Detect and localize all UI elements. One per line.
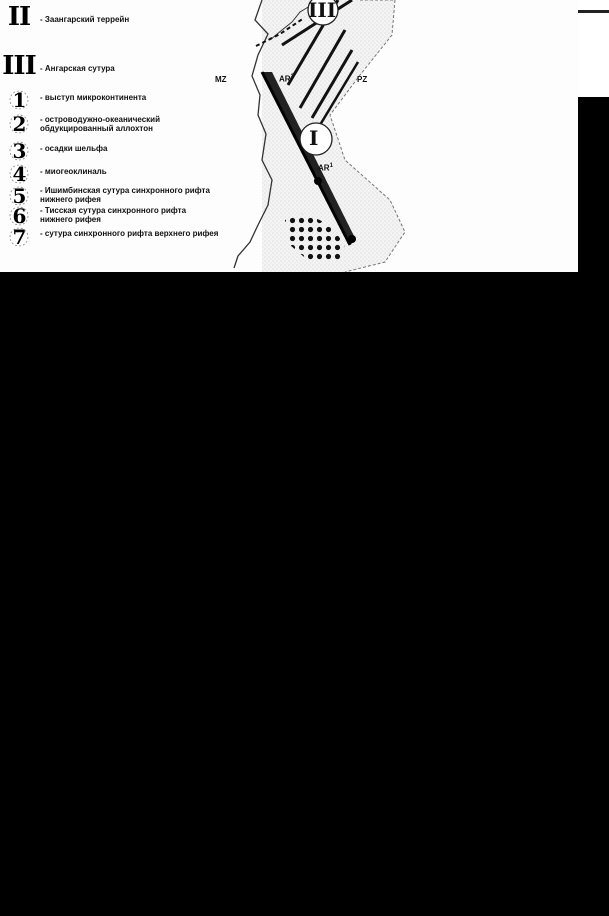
legend-label: - островодужно-океанический обдукцированный аллохтон <box>40 115 160 133</box>
legend-label: - выступ микроконтинента <box>40 93 147 102</box>
map-label-ar1: $AR^1$ <box>318 163 333 173</box>
zone-marker-label: I <box>309 126 319 150</box>
map-label-mz: MZ <box>215 75 227 84</box>
page-margin <box>578 0 609 97</box>
map-figure <box>0 0 578 272</box>
legend-symbol: III <box>2 51 36 81</box>
legend-symbol: II <box>7 2 31 32</box>
legend-symbol: 5 <box>4 185 34 207</box>
tectonic-map <box>0 0 578 272</box>
legend-label: - Тисская сутура синхронного рифта нижнего рифея <box>40 206 187 224</box>
point-marker <box>314 177 322 185</box>
legend-symbol: 1 <box>4 89 34 111</box>
zone-marker-label: III <box>308 0 337 22</box>
map-label-ar2: $AR^2$ <box>279 74 294 84</box>
legend-symbol: 3 <box>4 140 34 162</box>
legend-symbol: 2 <box>4 113 34 135</box>
legend-label: - Заангарский террейн <box>40 15 130 24</box>
legend-symbol: 7 <box>4 226 34 248</box>
legend-label: - осадки шельфа <box>40 144 108 153</box>
map-label-pz: PZ <box>357 75 368 84</box>
divider-line <box>578 10 609 13</box>
legend-symbol: 4 <box>4 163 34 185</box>
legend-label: - миогеоклиналь <box>40 167 107 176</box>
legend-label: - сутура синхронного рифта верхнего рифея <box>40 229 219 238</box>
legend-label: - Ишимбинская сутура синхронного рифта нижнего рифея <box>40 186 210 204</box>
legend-label: - Ангарская сутура <box>40 64 115 73</box>
point-marker <box>348 235 356 243</box>
legend-symbol: 6 <box>4 205 34 227</box>
black-margin-block <box>578 97 609 272</box>
